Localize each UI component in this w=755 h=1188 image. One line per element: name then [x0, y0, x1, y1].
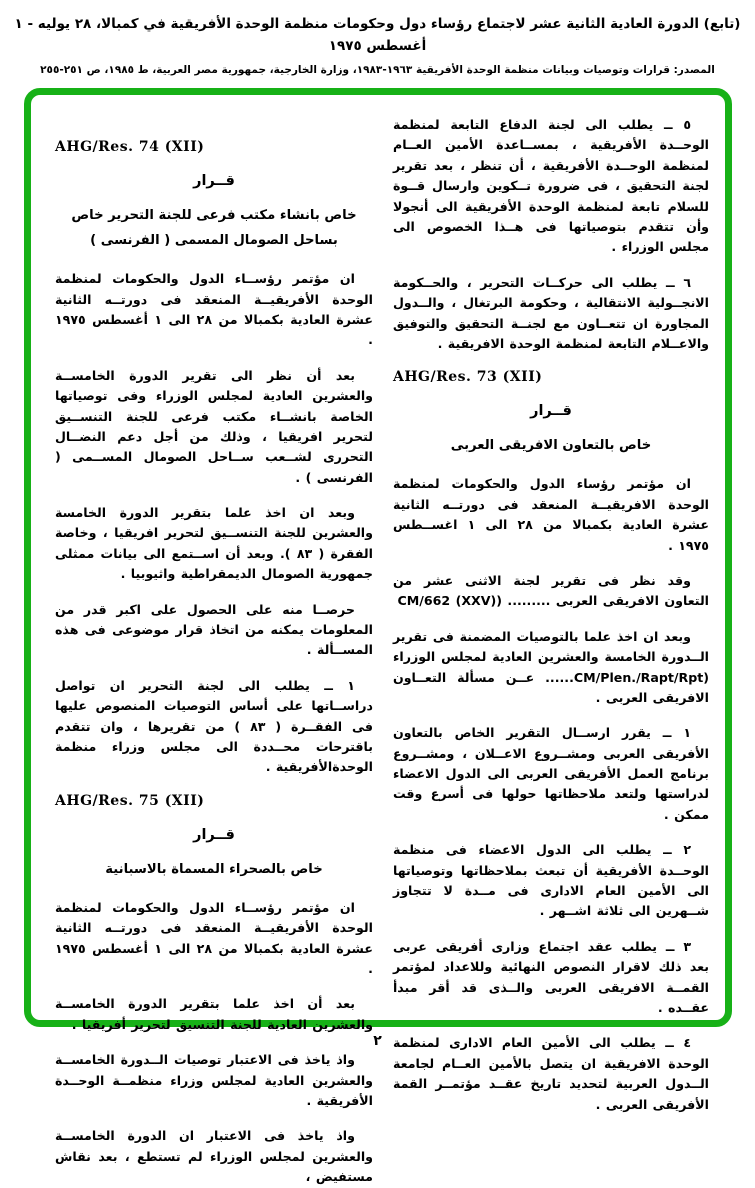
paragraph-item-4: ٤ ــ يطلب الى الأمين العام الادارى لمنظمة الوحدة الافريقية ان يتصل بالأمين العــام لجامعة الــدول العربية لتحديد تاريخ عقــد مؤتمــر القمة الأفريقى العربى . — [392, 1035, 709, 1112]
text-columns — [31, 95, 725, 1185]
paragraph-item-1: ١ ــ يطلب الى لجنة التحرير ان تواصل دراســاتها على أساس التوصيات المنصوص عليها فى الفقــرة ( ٨٣ ) من تقريرها ، وان تتقدم باقترحات محــددة الى مجلس وزراء منظمة الوحدةالأفريقية . — [55, 677, 373, 775]
paragraph: وقد نظر فى تقرير لجنة الاثنى عشر من التعاون الافريقى العربى ......... (CM/662 (XXV) — [392, 572, 709, 609]
paragraph: ان مؤتمر رؤســاء الدول والحكومات لمنظمة الوحدة الأفريقيــة المنعقد فى دورتــه الثانية عشرة العادية بكمبالا من ٢٨ الى ١ أغسطس ١٩٧٥ . — [55, 271, 373, 348]
paragraph-item-1: ١ ــ يقرر ارســال التقرير الخاص بالتعاون الأفريقى العربى ومشــروع الاعــلان ، ومشــروع برنامج العمل الأفريقى العربى الى الدول الاعضاء لدراستها ولتعد ملاحظاتها حولها فى أسرع وقت ممكن . — [392, 725, 709, 822]
resolution-title: قــرار — [530, 403, 572, 420]
paragraph-item-2: ٢ ــ يطلب الى الدول الاعضاء فى منظمة الوحــدة الأفريقية أن تبعث بملاحظاتها وتوصياتها الى الأمين العام الادارى فى مــدة لا تتجاوز شــهرين الى ثلاثة اشــهر . — [392, 842, 709, 919]
resolution-code-73: AHG/Res. 73 (XII) — [392, 369, 543, 386]
paragraph: ان مؤتمر رؤســاء الدول والحكومات لمنظمة الوحدة الأفريقيــة المنعقد فى دورتــه الثانية عشرة العادية بكمبالا من ٢٨ الى ١ أغسطس ١٩٧٥ . — [55, 899, 373, 976]
paragraph-item-3: ٣ ــ يطلب عقد اجتماع وزارى أفريقى عربى بعد ذلك لاقرار النصوص النهائية وللاعداد لمؤتمر القمــة الافريقى العربى والــذى قد أقر مبدأ عقــده . — [392, 938, 709, 1015]
resolution-title: قــرار — [193, 173, 235, 189]
column-right — [391, 115, 709, 1112]
content-frame — [24, 88, 732, 1185]
paragraph: حرصــا منه على الحصول على اكبر قدر من المعلومات يمكنه من اتخاذ قرار موضوعى فى هذه المســألة . — [55, 601, 373, 658]
paragraph-item-5: ٥ ــ يطلب الى لجنة الدفاع التابعة لمنظمة الوحــدة الأفريقية ، بمســاعدة الأمين العــام لمنظمة الوحــدة الأفريقية ، أن تنظر ، بعد تقرير لجنة التحقيق ، فى ضرورة تــكوين وارسال قــوة للسلام تابعة لمنظمة الوحدة الأفريقية الى أنجولا وأن تتقدم بتوصياتها فى هــذا الخصوص الى مجلس الوزراء . — [392, 117, 709, 255]
paragraph: بعد أن نظر الى تقرير الدورة الخامســة والعشرين العادية لمجلس الوزراء وفى توصياتها الخاصة بانشــاء مكتب فرعى للجنة التنســيق لتحرير افريقيا ، وذلك من أجل دعم النضــال التحررى لشــعب ســاحل الصومال المســمى ( الفرنسى ) . — [55, 367, 373, 485]
paragraph: بعد أن اخذ علما بتقرير الدورة الخامســة والعشرين العادية للجنة التنسيق لتحرير أفريقيا . — [55, 996, 373, 1032]
column-left — [55, 115, 373, 1185]
resolution-code-75: AHG/Res. 75 (XII) — [55, 792, 205, 809]
header-session-line: (تابع) الدورة العادية الثانية عشر لاجتماع رؤساء دول وحكومات منظمة الوحدة الأفريقية في كمبالا، ٢٨ يوليه - ١ أغسطس ١٩٧٥ — [14, 16, 741, 54]
resolution-subtitle-73: خاص بالتعاون الافريقى العربى — [450, 438, 652, 454]
paragraph: واذ ياخذ فى الاعتبار توصيات الــدورة الخامســة والعشرين العادية لمجلس وزراء منظمــة الوحــدة الأفريقية . — [55, 1052, 373, 1108]
paragraph: واذ ياخذ فى الاعتبار ان الدورة الخامســة والعشرين لمجلس الوزراء لم تستطع ، بعد نقاش مستفيض ، — [55, 1128, 373, 1185]
header-source-line: المصدر: قرارات وتوصيات وبيانات منظمة الوحدة الأفريقية ١٩٦٣-١٩٨٣، وزارة الخارجية، جمهورية مصر العربية، ط ١٩٨٥، ص ٢٥١-٢٥٥ — [40, 64, 715, 77]
paragraph: وبعد ان اخذ علما بالتوصيات المضمنة فى تقرير الــدورة الخامسة والعشرين العادية لمجلس الوزراء (CM/Plen./Rapt/Rpt...... عــن مسألة التعــاون الافريقى العربى . — [392, 628, 709, 705]
resolution-subtitle-75: خاص بالصحراء المسماة بالاسبانية — [105, 861, 323, 877]
paragraph-item-6: ٦ ــ يطلب الى حركــات التحرير ، والحــكومة الانجــولية الانتقالية ، وحكومة البرتغال ، والــدول المجاورة ان تتعــاون مع لجنــة التحقيق والتوفيق والاعــلام التابعة لمنظمة الوحدة الافريقية . — [392, 274, 709, 351]
page-number: ٢ — [373, 1033, 382, 1049]
page-header — [0, 14, 755, 76]
resolution-code-74: AHG/Res. 74 (XII) — [55, 139, 205, 155]
paragraph: وبعد ان اخذ علما بتقرير الدورة الخامسة والعشرين للجنة التنســيق لتحرير افريقيا ، وخاصة الفقرة ( ٨٣ ). وبعد أن اســتمع الى بيانات ممثلى جمهورية الصومال الديمقراطية واثيوبيا . — [55, 505, 373, 582]
paragraph: ان مؤتمر رؤساء الدول والحكومات لمنظمة الوحدة الافريقيــة المنعقد فى دورتــه الثانية عشرة العادية بكمبالا من ٢٨ الى ١ اغســطس ١٩٧٥ . — [392, 476, 709, 553]
resolution-subtitle-74: خاص بانشاء مكتب فرعى للجنة التحرير خاص بساحل الصومال المسمى ( الفرنسى ) — [71, 208, 357, 249]
resolution-title: قــرار — [193, 826, 235, 843]
